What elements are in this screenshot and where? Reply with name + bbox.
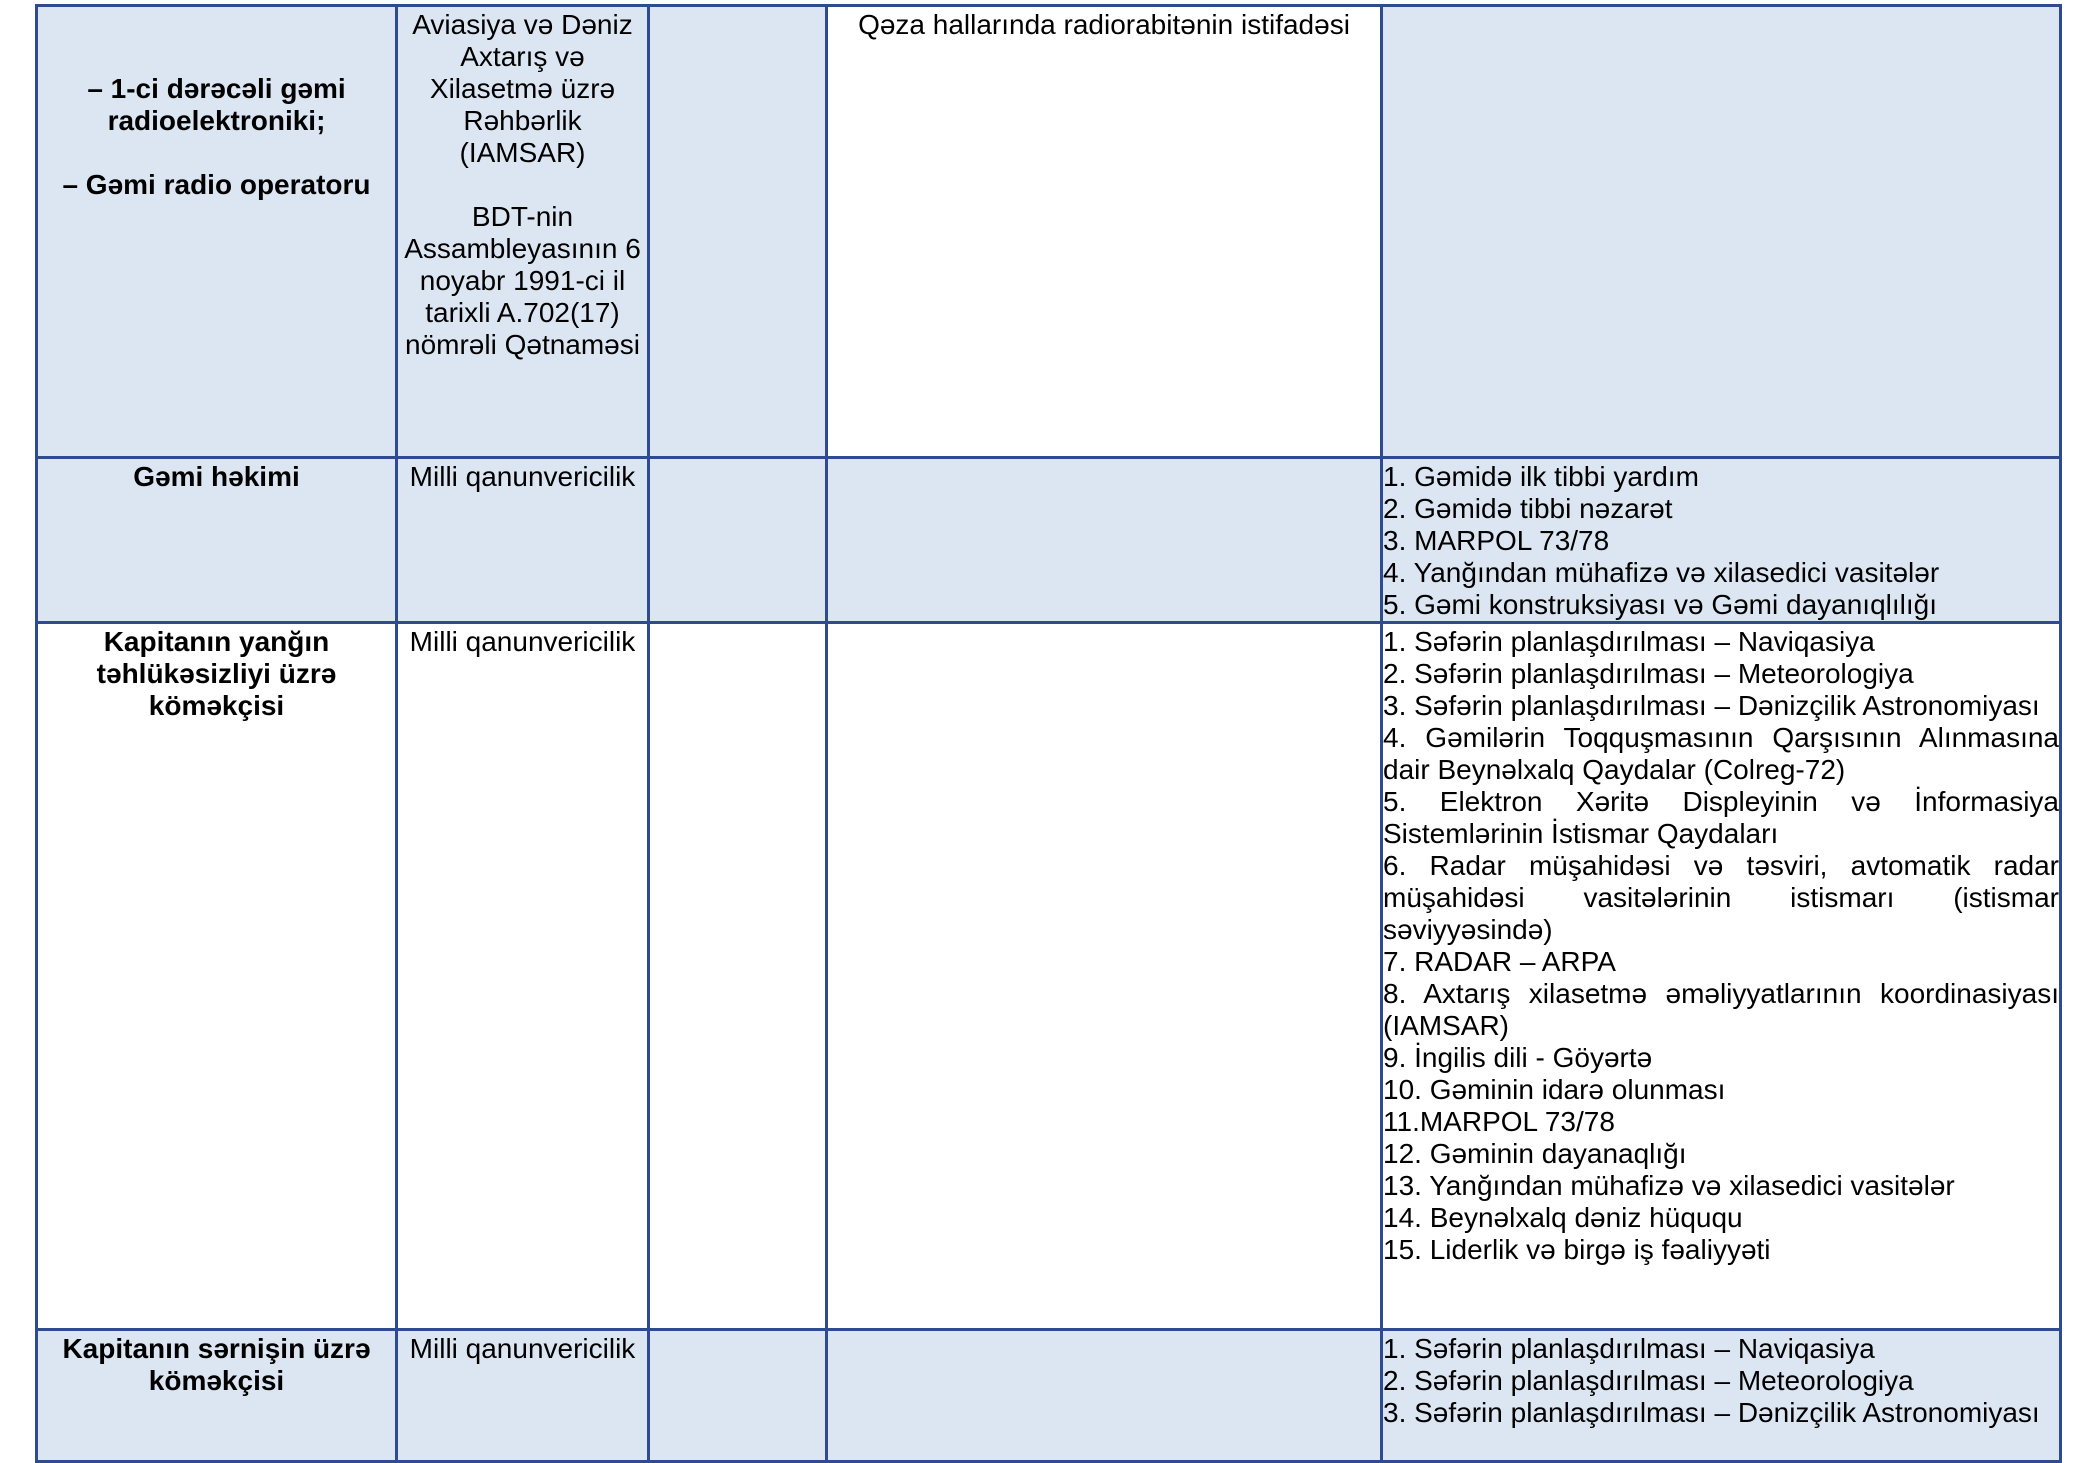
list-item: 2. Səfərin planlaşdırılması – Meteorologiya [1383,1365,1914,1396]
list-item: 6. Radar müşahidəsi və təsviri, avtomatik radar müşahidəsi vasitələrinin istismarı (istismar səviyyəsində) [1383,850,2059,945]
position-text: – Gəmi radio operatoru [62,169,371,200]
empty-cell [827,623,1382,1330]
empty-cell [649,623,827,1330]
list-item: 3. Səfərin planlaşdırılması – Dənizçilik Astronomiyası [1383,1397,2040,1428]
list-item: 4. Gəmilərin Toqquşmasının Qarşısının Alınmasına dair Beynəlxalq Qaydalar (Colreg-72) [1383,722,2059,785]
legal-basis-cell [397,6,649,458]
empty-cell [649,1330,827,1462]
position-cell [37,6,397,458]
course-list-cell [1382,458,2061,623]
position-cell: Kapitanın sərnişin üzrə köməkçisi [37,1330,397,1462]
list-item: 3. Səfərin planlaşdırılması – Dənizçilik Astronomiyası [1383,690,2040,721]
list-item: 12. Gəminin dayanaqlığı [1383,1138,1687,1169]
table-row [37,623,2061,1330]
position-cell: Kapitanın yanğın təhlükəsizliyi üzrə köməkçisi [37,623,397,1330]
list-item: 5. Gəmi konstruksiyası və Gəmi dayanıqlılığı [1383,589,1937,620]
table-row [37,6,2061,458]
list-item: 13. Yanğından mühafizə və xilasedici vasitələr [1383,1170,1955,1201]
list-item: 2. Gəmidə tibbi nəzarət [1383,493,1673,524]
course-cell: Qəza hallarında radiorabitənin istifadəsi [827,6,1382,458]
legal-basis-cell: Milli qanunvericilik [397,458,649,623]
course-list-cell [1382,1330,2061,1462]
legal-basis-cell: Milli qanunvericilik [397,1330,649,1462]
list-item: 3. MARPOL 73/78 [1383,525,1610,556]
table-row [37,1330,2061,1462]
list-item: 5. Elektron Xəritə Displeyinin və İnformasiya Sistemlərinin İstismar Qaydaları [1383,786,2059,849]
list-item: 2. Səfərin planlaşdırılması – Meteorologiya [1383,658,1914,689]
list-item: 9. İngilis dili - Göyərtə [1383,1042,1653,1073]
list-item: 1. Səfərin planlaşdırılması – Naviqasiya [1383,626,1875,657]
empty-cell [649,458,827,623]
list-item: 8. Axtarış xilasetmə əməliyyatlarının koordinasiyası (IAMSAR) [1383,978,2059,1041]
list-item: 11.MARPOL 73/78 [1383,1106,1615,1137]
table-row [37,458,2061,623]
list-item: 1. Gəmidə ilk tibbi yardım [1383,461,1699,492]
list-item: 10. Gəminin idarə olunması [1383,1074,1726,1105]
list-item: 4. Yanğından mühafizə və xilasedici vasitələr [1383,557,1940,588]
list-item: 7. RADAR – ARPA [1383,946,1616,977]
list-item: 1. Səfərin planlaşdırılması – Naviqasiya [1383,1333,1875,1364]
regulations-table [35,4,2062,1463]
legal-basis-cell: Milli qanunvericilik [397,623,649,1330]
position-cell: Gəmi həkimi [37,458,397,623]
empty-cell [827,458,1382,623]
position-text: – 1-ci dərəcəli gəmi radioelektroniki; [87,73,346,136]
empty-cell [827,1330,1382,1462]
empty-cell [649,6,827,458]
course-list-cell [1382,623,2061,1330]
list-item: 14. Beynəlxalq dəniz hüququ [1383,1202,1743,1233]
course-list-cell [1382,6,2061,458]
list-item: 15. Liderlik və birgə iş fəaliyyəti [1383,1234,1771,1265]
legal-basis-text: BDT-nin Assambleyasının 6 noyabr 1991-ci il tarixli A.702(17) nömrəli Qətnaməsi [404,201,641,360]
legal-basis-text: Aviasiya və Dəniz Axtarış və Xilasetmə üzrə Rəhbərlik (IAMSAR) [412,9,633,168]
